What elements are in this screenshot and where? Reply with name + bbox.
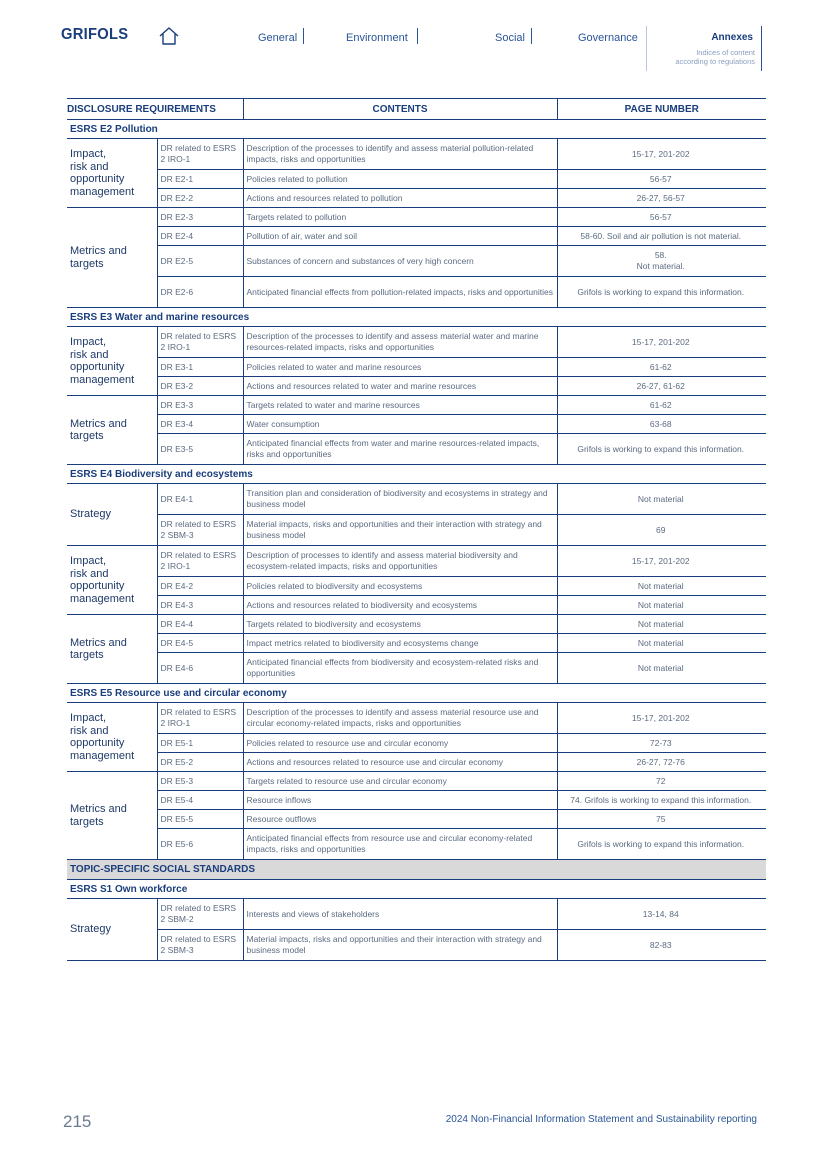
table-row xyxy=(67,277,766,308)
table-row xyxy=(67,829,766,860)
page-ref-line: 58. xyxy=(654,250,667,260)
cat-line: management xyxy=(70,185,135,198)
dr-code: DR E4-6 xyxy=(157,653,243,684)
table-row xyxy=(67,377,766,396)
dr-code: DR E3-1 xyxy=(157,358,243,377)
page-ref: Grifols is working to expand this information. xyxy=(557,277,766,308)
nav-social[interactable]: Social xyxy=(495,32,525,44)
page-ref: 13-14, 84 xyxy=(557,899,766,930)
grifols-logo: GRIFOLS xyxy=(61,26,129,43)
nav-divider xyxy=(531,28,532,44)
content-text: Targets related to biodiversity and ecosystems xyxy=(243,615,557,634)
dr-code: DR E2-1 xyxy=(157,170,243,189)
section-e5: ESRS E5 Resource use and circular economy xyxy=(67,684,766,703)
category-irom xyxy=(67,327,157,396)
page-ref: 72-73 xyxy=(557,734,766,753)
category-strategy: Strategy xyxy=(67,484,157,546)
content-text: Actions and resources related to resource use and circular economy xyxy=(243,753,557,772)
table-row xyxy=(67,810,766,829)
section-e3: ESRS E3 Water and marine resources xyxy=(67,308,766,327)
section-s1: ESRS S1 Own workforce xyxy=(67,880,766,899)
cat-line: opportunity xyxy=(70,173,125,185)
page-ref: 74. Grifols is working to expand this information. xyxy=(557,791,766,810)
cat-line: Impact, xyxy=(70,336,107,348)
content-text: Targets related to resource use and circular economy xyxy=(243,772,557,791)
content-text: Description of processes to identify and assess material biodiversity and ecosystem-related impacts, risks and opportunities xyxy=(243,546,557,577)
dr-code: DR E2-3 xyxy=(157,208,243,227)
category-metrics xyxy=(67,396,157,465)
table-row xyxy=(67,899,766,930)
table-row xyxy=(67,546,766,577)
content-text: Impact metrics related to biodiversity and ecosystems change xyxy=(243,634,557,653)
page-ref: 15-17, 201-202 xyxy=(557,327,766,358)
content-text: Material impacts, risks and opportunities and their interaction with strategy and business model xyxy=(243,515,557,546)
table-row xyxy=(67,170,766,189)
page-number: 215 xyxy=(63,1112,92,1131)
content-text: Actions and resources related to biodiversity and ecosystems xyxy=(243,596,557,615)
dr-code: DR E3-5 xyxy=(157,434,243,465)
page-ref: Not material xyxy=(557,596,766,615)
content-text: Description of the processes to identify and assess material water and marine resources-related impacts, risks and opportunities xyxy=(243,327,557,358)
dr-code: DR E4-4 xyxy=(157,615,243,634)
content-text: Anticipated financial effects from water and marine resources-related impacts, risks and opportunities xyxy=(243,434,557,465)
content-text: Policies related to pollution xyxy=(243,170,557,189)
table-row xyxy=(67,415,766,434)
page-ref: 26-27, 61-62 xyxy=(557,377,766,396)
table-row xyxy=(67,515,766,546)
table-row xyxy=(67,772,766,791)
page-ref: 15-17, 201-202 xyxy=(557,139,766,170)
cat-line: risk and xyxy=(70,567,109,580)
cat-line: Impact, xyxy=(70,555,107,567)
dr-code: DR related to ESRS 2 SBM-2 xyxy=(157,899,243,930)
cat-line: management xyxy=(70,592,135,605)
page-ref: Not material xyxy=(557,484,766,515)
content-text: Water consumption xyxy=(243,415,557,434)
page-ref: 75 xyxy=(557,810,766,829)
topic-social: TOPIC-SPECIFIC SOCIAL STANDARDS xyxy=(67,860,766,880)
table-row xyxy=(67,227,766,246)
table-row xyxy=(67,189,766,208)
table-row xyxy=(67,434,766,465)
dr-code: DR E3-2 xyxy=(157,377,243,396)
section-heading xyxy=(67,465,766,484)
table-row xyxy=(67,703,766,734)
section-e4: ESRS E4 Biodiversity and ecosystems xyxy=(67,465,766,484)
annexes-sub-line1: Indices of content xyxy=(696,48,755,57)
page-ref xyxy=(557,246,766,277)
cat-line: management xyxy=(70,373,135,386)
cat-line: targets xyxy=(70,649,104,661)
table-header xyxy=(67,99,766,120)
dr-code: DR E3-4 xyxy=(157,415,243,434)
table-row xyxy=(67,930,766,961)
dr-code: DR E5-4 xyxy=(157,791,243,810)
content-text: Targets related to pollution xyxy=(243,208,557,227)
page-ref: Not material xyxy=(557,653,766,684)
col-page-number: PAGE NUMBER xyxy=(557,99,766,120)
cat-line: Metrics and xyxy=(70,803,127,815)
cat-line: Metrics and xyxy=(70,245,127,257)
page-ref-line: Not material. xyxy=(636,261,685,271)
nav-governance[interactable]: Governance xyxy=(578,32,638,44)
content-text: Resource inflows xyxy=(243,791,557,810)
cat-line: risk and xyxy=(70,160,109,173)
content-text: Anticipated financial effects from pollution-related impacts, risks and opportunities xyxy=(243,277,557,308)
page-ref: Not material xyxy=(557,634,766,653)
dr-code: DR E2-4 xyxy=(157,227,243,246)
table-row xyxy=(67,246,766,277)
table-row xyxy=(67,734,766,753)
dr-code: DR E2-5 xyxy=(157,246,243,277)
category-irom xyxy=(67,139,157,208)
page-ref: 15-17, 201-202 xyxy=(557,703,766,734)
table-row xyxy=(67,396,766,415)
col-contents: CONTENTS xyxy=(243,99,557,120)
page-ref: 26-27, 56-57 xyxy=(557,189,766,208)
dr-code: DR E5-1 xyxy=(157,734,243,753)
dr-code: DR E4-2 xyxy=(157,577,243,596)
content-text: Policies related to water and marine resources xyxy=(243,358,557,377)
page-ref: Grifols is working to expand this information. xyxy=(557,434,766,465)
cat-line: opportunity xyxy=(70,580,125,592)
cat-line: risk and xyxy=(70,724,109,737)
cat-line: Impact, xyxy=(70,712,107,724)
annexes-title: Annexes xyxy=(711,32,753,43)
cat-line: Metrics and xyxy=(70,417,127,430)
table-row xyxy=(67,653,766,684)
cat-line: opportunity xyxy=(70,737,125,749)
dr-code: DR related to ESRS 2 SBM-3 xyxy=(157,930,243,961)
content-text: Description of the processes to identify and assess material resource use and circular economy-related impacts, risks and opportunities xyxy=(243,703,557,734)
cat-line: Impact, xyxy=(70,148,107,160)
cat-line: targets xyxy=(70,815,104,828)
dr-code: DR E5-2 xyxy=(157,753,243,772)
table-row xyxy=(67,615,766,634)
content-text: Targets related to water and marine resources xyxy=(243,396,557,415)
topic-heading xyxy=(67,860,766,880)
table-row xyxy=(67,484,766,515)
page-ref: 26-27, 72-76 xyxy=(557,753,766,772)
content-text: Description of the processes to identify and assess material pollution-related impacts, risks and opportunities xyxy=(243,139,557,170)
page-ref: 15-17, 201-202 xyxy=(557,546,766,577)
page-ref: Grifols is working to expand this information. xyxy=(557,829,766,860)
content-text: Policies related to biodiversity and ecosystems xyxy=(243,577,557,596)
page-ref: 61-62 xyxy=(557,396,766,415)
nav-annexes[interactable] xyxy=(646,26,762,71)
table-row xyxy=(67,358,766,377)
dr-code: DR related to ESRS 2 SBM-3 xyxy=(157,515,243,546)
dr-code: DR E5-3 xyxy=(157,772,243,791)
category-metrics xyxy=(67,208,157,308)
nav-divider xyxy=(417,28,418,44)
category-strategy: Strategy xyxy=(67,899,157,961)
category-metrics xyxy=(67,615,157,684)
section-heading xyxy=(67,120,766,139)
report-title: 2024 Non-Financial Information Statement and Sustainability reporting xyxy=(445,1114,757,1125)
dr-code: DR E2-6 xyxy=(157,277,243,308)
dr-code: DR related to ESRS 2 IRO-1 xyxy=(157,703,243,734)
nav-divider xyxy=(303,28,304,44)
page-ref: 69 xyxy=(557,515,766,546)
table-row xyxy=(67,208,766,227)
section-heading xyxy=(67,684,766,703)
home-icon[interactable] xyxy=(158,25,180,47)
page-ref: Not material xyxy=(557,577,766,596)
nav-environment[interactable]: Environment xyxy=(346,32,408,44)
content-text: Substances of concern and substances of very high concern xyxy=(243,246,557,277)
cat-line: opportunity xyxy=(70,361,125,373)
content-text: Policies related to resource use and circular economy xyxy=(243,734,557,753)
category-metrics xyxy=(67,772,157,860)
annexes-sub-line2: according to regulations xyxy=(675,57,755,66)
cat-line: risk and xyxy=(70,348,109,361)
content-text: Material impacts, risks and opportunities and their interaction with strategy and business model xyxy=(243,930,557,961)
col-disclosure: DISCLOSURE REQUIREMENTS xyxy=(67,99,243,120)
table-row xyxy=(67,139,766,170)
content-text: Anticipated financial effects from resource use and circular economy-related impacts, risks and opportunities xyxy=(243,829,557,860)
content-text: Resource outflows xyxy=(243,810,557,829)
page-ref: 58-60. Soil and air pollution is not material. xyxy=(557,227,766,246)
cat-line: Metrics and xyxy=(70,636,127,649)
disclosure-table xyxy=(67,98,766,961)
page-ref: 63-68 xyxy=(557,415,766,434)
nav-general[interactable]: General xyxy=(258,32,298,44)
table-row xyxy=(67,596,766,615)
table-row xyxy=(67,753,766,772)
category-irom xyxy=(67,703,157,772)
dr-code: DR related to ESRS 2 IRO-1 xyxy=(157,327,243,358)
dr-code: DR related to ESRS 2 IRO-1 xyxy=(157,139,243,170)
dr-code: DR E5-5 xyxy=(157,810,243,829)
section-e2: ESRS E2 Pollution xyxy=(67,120,766,139)
table-row xyxy=(67,634,766,653)
content-text: Anticipated financial effects from biodiversity and ecosystem-related risks and opportunities xyxy=(243,653,557,684)
dr-code: DR E4-5 xyxy=(157,634,243,653)
page-ref: 82-83 xyxy=(557,930,766,961)
page-ref: 72 xyxy=(557,772,766,791)
content-text: Actions and resources related to water and marine resources xyxy=(243,377,557,396)
content-text: Transition plan and consideration of biodiversity and ecosystems in strategy and business model xyxy=(243,484,557,515)
content-text: Pollution of air, water and soil xyxy=(243,227,557,246)
content-text: Interests and views of stakeholders xyxy=(243,899,557,930)
annexes-subtitle xyxy=(675,48,755,66)
page-ref: 61-62 xyxy=(557,358,766,377)
cat-line: management xyxy=(70,749,135,762)
table-row xyxy=(67,327,766,358)
page-ref: Not material xyxy=(557,615,766,634)
cat-line: targets xyxy=(70,430,104,442)
table-row xyxy=(67,791,766,810)
cat-line: targets xyxy=(70,257,104,270)
dr-code: DR E2-2 xyxy=(157,189,243,208)
dr-code: DR E5-6 xyxy=(157,829,243,860)
section-heading xyxy=(67,308,766,327)
section-heading xyxy=(67,880,766,899)
page-ref: 56-57 xyxy=(557,208,766,227)
dr-code: DR E4-1 xyxy=(157,484,243,515)
dr-code: DR E3-3 xyxy=(157,396,243,415)
category-irom xyxy=(67,546,157,615)
dr-code: DR related to ESRS 2 IRO-1 xyxy=(157,546,243,577)
page-ref: 56-57 xyxy=(557,170,766,189)
table-row xyxy=(67,577,766,596)
dr-code: DR E4-3 xyxy=(157,596,243,615)
content-text: Actions and resources related to pollution xyxy=(243,189,557,208)
